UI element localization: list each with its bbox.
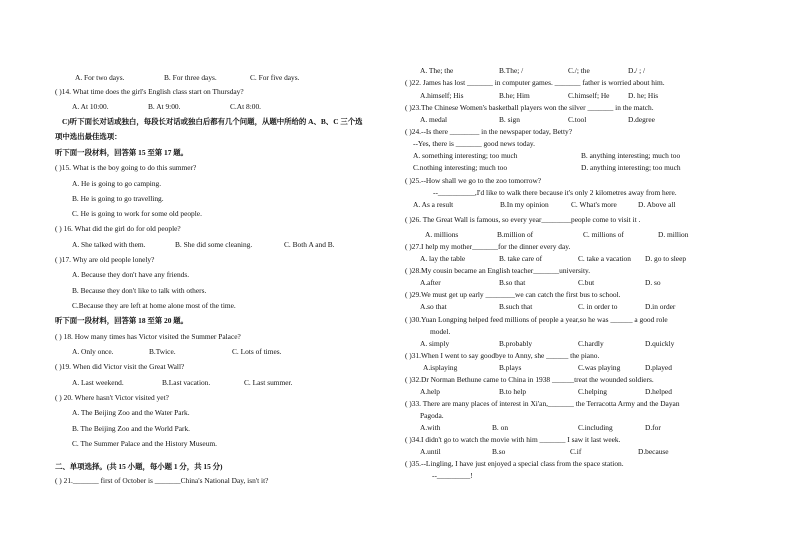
text-segment: ( )30.Yuan Longping helped feed millions of people a year,so he was ______ a good role [405,315,668,324]
text-segment: A.until [420,447,441,456]
text-segment: D. anything interesting; too much [581,163,681,172]
text-segment: C./; the [568,66,590,75]
text-segment: B.In my opinion [500,200,549,209]
text-segment: B. sign [499,115,520,124]
text-segment: A. lay the table [420,254,466,263]
text-segment: B.Last vacation. [162,378,211,387]
text-segment: C. The Summer Palace and the History Museum. [72,439,217,448]
text-segment: ( )28.My cousin became an English teacher_______university. [405,266,591,275]
text-segment: A. The Beijing Zoo and the Water Park. [72,408,190,417]
text-segment: A.so that [420,302,447,311]
text-segment: ( )31.When I went to say goodbye to Anny, she ______ the piano. [405,351,600,360]
text-segment: D.quickly [645,339,675,348]
text-segment: ( )32.Dr Norman Bethune came to China in 1938 ______treat the wounded soldiers. [405,375,654,384]
text-segment: ( )33. There are many places of interest in Xi'an,_______ the Terracotta Army and the Dayan [405,399,680,408]
text-segment: D.because [638,447,669,456]
text-segment: D. go to sleep [645,254,687,263]
text-segment: D. he; His [628,91,659,100]
text-segment: C. in order to [578,302,618,311]
text-segment: ( ) 18. How many times has Victor visited the Summer Palace? [55,332,241,341]
text-segment: ( ) 20. Where hasn't Victor visited yet? [55,393,169,402]
text-segment: ( )14. What time does the girl's English class start on Thursday? [55,87,244,96]
text-segment: A. He is going to go camping. [72,179,162,188]
text-segment: C.tool [568,115,587,124]
text-segment: A. millions [425,230,459,239]
text-segment: D.played [645,363,672,372]
text-segment: A.help [420,387,440,396]
text-segment: C. take a vacation [578,254,631,263]
text-segment: C.hardly [578,339,604,348]
text-segment: 二、单项选择。(共 15 小题，每小题 1 分，共 15 分) [55,462,223,471]
text-segment: ( )22. James has lost _______ in computer games. _______ father is worried about him. [405,78,665,87]
text-segment: C.nothing interesting; much too [413,163,508,172]
text-segment: ( )15. What is the boy going to do this summer? [55,163,197,172]
text-segment: B.such that [499,302,533,311]
text-segment: 项中选出最佳选项： [55,132,122,141]
text-segment: ( )25.--How shall we go to the zoo tomorrow? [405,176,542,185]
text-segment: D./ ; / [628,66,646,75]
text-segment: B.million of [497,230,534,239]
text-segment: D. Above all [638,200,676,209]
text-segment: B.Twice. [149,347,176,356]
text-segment: A.after [420,278,441,287]
text-segment: C. What's more [571,200,617,209]
text-segment: ( )19. When did Victor visit the Great Wall? [55,362,185,371]
text-segment: ( )35.--Lingling, I have just enjoyed a special class from the space station. [405,459,624,468]
text-segment: ( )27.I help my mother_______for the dinner every day. [405,242,571,251]
text-segment: 听下面一段材料，回答第 18 至第 20 题。 [55,316,189,325]
text-segment: B. For three days. [164,73,217,82]
text-segment: C.helping [578,387,607,396]
text-segment: A. Last weekend. [72,378,124,387]
text-segment: C. For five days. [250,73,300,82]
text-segment: Pagoda. [420,411,444,420]
text-segment: A. For two days. [75,73,125,82]
text-segment: C.including [578,423,613,432]
text-segment: C. millions of [583,230,624,239]
text-segment: B. The Beijing Zoo and the World Park. [72,424,190,433]
text-segment: D. million [658,230,689,239]
text-segment: D.helped [645,387,672,396]
text-segment: 听下面一段材料，回答第 15 至第 17 题。 [55,148,189,157]
text-segment: A. As a result [413,200,454,209]
text-segment: C.but [578,278,595,287]
text-segment: C. Both A and B. [284,240,335,249]
text-segment: --_________! [432,471,473,480]
text-segment: C.was playing [578,363,621,372]
text-segment: B. on [492,423,509,432]
text-segment: ( )23.The Chinese Women's basketball players won the silver _______ in the match. [405,103,654,112]
text-segment: A.isplaying [423,363,458,372]
text-segment: C)听下面长对话或独白，每段长对话或独白后都有几个问题，从题中所给的 A、B、C 三个选 [62,117,363,126]
text-segment: C.At 8:00. [230,102,262,111]
text-segment: B. She did some cleaning. [175,240,253,249]
text-segment: ( )34.I didn't go to watch the movie with him _______ I saw it last week. [405,435,621,444]
text-segment: B.so that [499,278,526,287]
text-segment: B.so [492,447,506,456]
text-segment: ( )29.We must get up early ________we can catch the first bus to school. [405,290,621,299]
text-segment: B.plays [499,363,522,372]
text-segment: C.if [570,447,582,456]
text-segment: A. something interesting; too much [413,151,518,160]
text-segment: B. At 9:00. [148,102,181,111]
text-segment: ( )17. Why are old people lonely? [55,255,155,264]
text-segment: B. anything interesting; much too [581,151,681,160]
text-segment: A.himself; His [420,91,464,100]
text-segment: B. He is going to go travelling. [72,194,164,203]
text-segment: C.Because they are left at home alone most of the time. [72,301,236,310]
text-segment: C.himself; He [568,91,610,100]
text-segment: D.degree [628,115,655,124]
text-segment: C. Last summer. [244,378,293,387]
text-segment: B.probably [499,339,533,348]
text-segment: A. The; the [420,66,454,75]
text-segment: ( )26. The Great Wall is famous, so every year________people come to visit it . [405,215,641,224]
text-segment: A. She talked with them. [72,240,146,249]
text-segment: ( )24.--Is there ________ in the newspaper today, Betty? [405,127,572,136]
text-segment: A. At 10:00. [72,102,109,111]
text-segment: A.with [420,423,441,432]
text-segment: B.he; Him [499,91,530,100]
text-segment: --Yes, there is _______ good news today. [413,139,535,148]
text-segment: A. Only once. [72,347,114,356]
text-segment: model. [430,327,451,336]
text-segment: B.to help [499,387,527,396]
text-segment: D.for [645,423,661,432]
text-segment: --__________,I'd like to walk there because it's only 2 kilometres away from here. [433,188,677,197]
text-segment: A. simply [420,339,450,348]
text-segment: D. so [645,278,661,287]
text-segment: A. Because they don't have any friends. [72,270,190,279]
text-segment: D.in order [645,302,676,311]
text-segment: ( ) 21._______ first of October is _______China's National Day, isn't it? [55,476,269,485]
text-segment: ( ) 16. What did the girl do for old people? [55,224,181,233]
text-segment: C. Lots of times. [232,347,282,356]
text-segment: B. take care of [499,254,543,263]
text-segment: B. Because they don't like to talk with others. [72,286,207,295]
text-segment: A. medal [420,115,448,124]
text-segment: B.The; / [499,66,524,75]
text-segment: C. He is going to work for some old people. [72,209,202,218]
